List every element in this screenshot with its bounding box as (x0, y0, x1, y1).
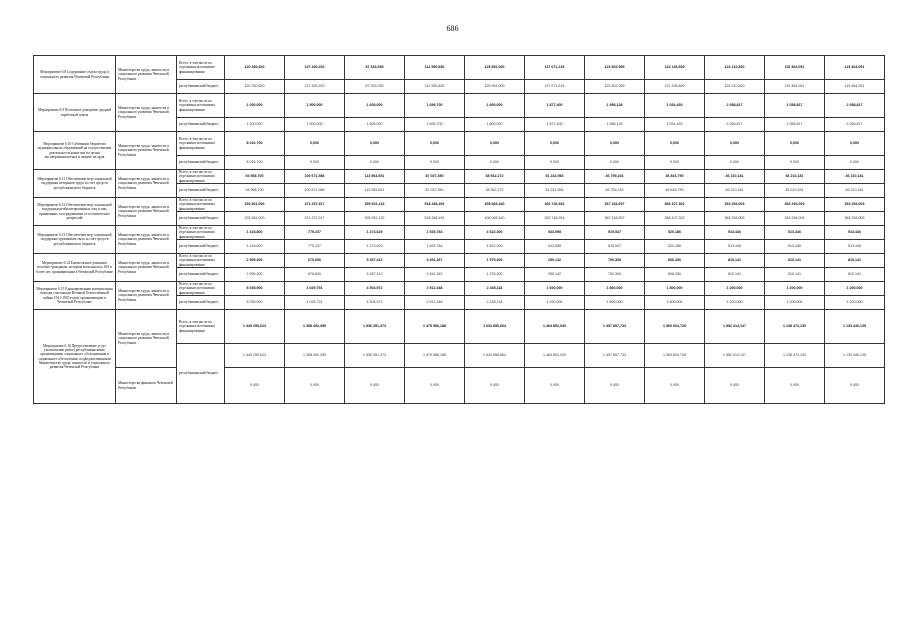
value-cell: 1 200,000 (225, 118, 285, 132)
value-cell: 38 942,272 (465, 170, 525, 184)
funding-source-label: Всего, в том числе по отдельным источникам финансирования (177, 310, 225, 344)
value-cell: 137 430,202 (285, 56, 345, 80)
value-cell: 368 107,302 (645, 212, 705, 226)
value-cell: 0,000 (285, 156, 345, 170)
value-cell: 806,280 (645, 254, 705, 268)
value-cell: 408 063,440 (465, 212, 525, 226)
value-cell: 363 294,003 (765, 212, 825, 226)
activity-total-row (34, 94, 885, 118)
value-cell: 367 154,697 (585, 212, 645, 226)
value-cell: 4 622,300 (465, 240, 525, 254)
value-cell: 2 058,817 (825, 94, 885, 118)
value-cell: 810,141 (705, 268, 765, 282)
value-cell: 3 451,367 (405, 254, 465, 268)
activity-total-row (34, 254, 885, 268)
executor-name: Министерство труда, занятости и социального развития Чеченской Республики (116, 170, 177, 198)
value-cell: 115 464,051 (825, 56, 885, 80)
value-cell: 1 133 446,135 (825, 310, 885, 344)
value-cell: 1 975,300 (465, 268, 525, 282)
value-cell: 120 330,620 (225, 56, 285, 80)
value-cell: 1 634 856,664 (465, 344, 525, 368)
value-cell: 0,000 (225, 368, 285, 404)
value-cell: 1 200,000 (705, 296, 765, 310)
value-cell: 113 963,691 (345, 184, 405, 198)
funding-source-label: Всего, в том числе по отдельным источникам финансирования (177, 94, 225, 118)
funding-source-label: Всего, в том числе по отдельным источникам финансирования (177, 254, 225, 268)
executor-name: Министерство труда, занятости и социального развития Чеченской Республики (116, 226, 177, 254)
value-cell: 1 500,000 (285, 118, 345, 132)
value-cell: 0,000 (465, 132, 525, 156)
value-cell: 2 034,453 (645, 94, 705, 118)
funding-source-label: республиканский бюджет (177, 268, 225, 282)
value-cell: 8 016,700 (225, 132, 285, 156)
value-cell: 120 330,620 (225, 80, 285, 94)
value-cell: 0,000 (705, 132, 765, 156)
value-cell: 363 294,003 (705, 212, 765, 226)
value-cell: 2 435,118 (465, 296, 525, 310)
value-cell: 0,000 (645, 368, 705, 404)
value-cell: 0,000 (525, 132, 585, 156)
value-cell: 1 497 897,733 (585, 344, 645, 368)
value-cell: 1 699,700 (405, 94, 465, 118)
value-cell: 87 037,350 (405, 184, 465, 198)
value-cell: 810,141 (825, 254, 885, 268)
value-cell: 374 237,917 (285, 198, 345, 212)
value-cell: 0,000 (765, 368, 825, 404)
activity-budget-row (34, 368, 885, 404)
value-cell: 374 237,917 (285, 212, 345, 226)
value-cell: 1 699,700 (405, 118, 465, 132)
activity-name: Мероприятие 6.11 Обеспечение мер социальной поддержки ветеранов труда за счет средств республиканского бюджета (34, 170, 116, 198)
activity-total-row (34, 132, 885, 156)
activity-total-row (34, 310, 885, 344)
value-cell: 368 107,302 (645, 198, 705, 212)
value-cell: 1 605,000 (345, 118, 405, 132)
value-cell: 1 475 586,188 (405, 344, 465, 368)
value-cell: 293 361,000 (225, 198, 285, 212)
value-cell: 0,000 (825, 132, 885, 156)
value-cell: 1 200,000 (825, 296, 885, 310)
value-cell: 293 361,000 (225, 212, 285, 226)
value-cell: 46 210,181 (705, 184, 765, 198)
value-cell: 1 497 897,733 (585, 310, 645, 344)
value-cell: 87 037,350 (405, 170, 465, 184)
value-cell: 790,305 (585, 268, 645, 282)
value-cell: 0,000 (705, 156, 765, 170)
funding-source-label: республиканский бюджет (177, 118, 225, 132)
value-cell: 408 063,440 (465, 198, 525, 212)
value-cell: 51 242,954 (525, 170, 585, 184)
value-cell: 2 058,817 (765, 118, 825, 132)
value-cell: 810,141 (765, 268, 825, 282)
value-cell: 1 552 414,147 (705, 310, 765, 344)
budget-table (33, 55, 885, 404)
value-cell: 100 671,986 (285, 170, 345, 184)
value-cell: 122 136,609 (645, 80, 705, 94)
value-cell: 0,000 (285, 132, 345, 156)
value-cell: 676,690 (285, 268, 345, 282)
executor-name: Министерство труда, занятости и социального развития Чеченской Республики (116, 132, 177, 170)
funding-source-label: Всего, в том числе по отдельным источникам финансирования (177, 198, 225, 212)
value-cell: 0,000 (465, 156, 525, 170)
value-cell: 1 877,400 (525, 94, 585, 118)
executor-name: Министерство труда, занятости и социального развития Чеченской Республики (116, 282, 177, 310)
activity-total-row (34, 170, 885, 184)
value-cell: 46 210,181 (825, 170, 885, 184)
value-cell: 113 963,691 (345, 170, 405, 184)
value-cell: 392 746,931 (525, 212, 585, 226)
value-cell: 395 931,132 (345, 198, 405, 212)
value-cell: 0,000 (285, 368, 345, 404)
value-cell: 115 464,051 (765, 80, 825, 94)
value-cell: 8 035,900 (225, 296, 285, 310)
value-cell: 1 398 492,399 (285, 310, 345, 344)
value-cell: 513,446 (765, 240, 825, 254)
value-cell: 5 287,412 (345, 254, 405, 268)
value-cell: 46 759,216 (585, 184, 645, 198)
value-cell: 2 995,300 (225, 254, 285, 268)
value-cell: 2 058,817 (705, 118, 765, 132)
value-cell: 810,141 (705, 254, 765, 268)
value-cell: 513,446 (825, 226, 885, 240)
value-cell: 775,237 (285, 226, 345, 240)
value-cell: 0,000 (825, 368, 885, 404)
value-cell: 775,237 (285, 240, 345, 254)
value-cell: 1 920,000 (525, 282, 585, 296)
value-cell: 0,000 (765, 156, 825, 170)
value-cell: 363 294,003 (825, 198, 885, 212)
value-cell: 3 451,367 (405, 268, 465, 282)
value-cell: 1 560 604,726 (645, 310, 705, 344)
value-cell: 395 931,132 (345, 212, 405, 226)
value-cell: 94 968,700 (225, 184, 285, 198)
value-cell: 0,000 (705, 368, 765, 404)
value-cell: 1 975,300 (465, 254, 525, 268)
value-cell: 2 995,300 (225, 268, 285, 282)
value-cell: 1 464 852,030 (525, 310, 585, 344)
value-cell: 4 029,791 (285, 296, 345, 310)
activity-name: Мероприятие 6.12 Обеспечение мер социальной поддержки реабилитированных лиц и лиц, признанных пострадавшими от политических репрессий (34, 198, 116, 226)
value-cell: 543,598 (525, 226, 585, 240)
value-cell: 0,000 (765, 132, 825, 156)
value-cell: 87 333,035 (345, 80, 405, 94)
funding-source-label: Всего, в том числе по отдельным источникам финансирования (177, 226, 225, 240)
value-cell: 8 016,700 (225, 156, 285, 170)
activity-name: Мероприятие 6.14 Ежемесячное денежное пособие гражданам, которым исполнилось 100 и более лет, проживающим в Чеченской Республике (34, 254, 116, 282)
executor-name: Министерство труда, занятости и социального развития Чеченской Республики (116, 254, 177, 282)
value-cell: 46 210,181 (825, 184, 885, 198)
funding-source-label: республиканский бюджет (177, 80, 225, 94)
value-cell: 4 622,300 (465, 226, 525, 240)
activity-total-row (34, 282, 885, 296)
value-cell: 1 958,128 (585, 94, 645, 118)
value-cell: 1 958,128 (585, 118, 645, 132)
activity-name: Мероприятие 6.16 Предоставление услуг (выполнение работ) республиканскими организациями социального обслуживания и социального обеспечения, подведомственными Министерству труда, занятости и социального развития Чеченской Республики (34, 310, 116, 404)
value-cell: 250,142 (525, 254, 585, 268)
value-cell: 1 800,000 (465, 118, 525, 132)
value-cell: 519,547 (585, 240, 645, 254)
value-cell: 4 504,972 (345, 282, 405, 296)
value-cell: 1 418,800 (225, 226, 285, 240)
value-cell: 1 536 351,373 (345, 344, 405, 368)
value-cell: 0,000 (465, 368, 525, 404)
value-cell: 0,000 (825, 156, 885, 170)
activity-total-row (34, 198, 885, 212)
value-cell: 100 671,986 (285, 184, 345, 198)
activity-name: Мероприятие 6.9 Поэтапное доведение средней заработной платы (34, 94, 116, 132)
value-cell: 115 464,051 (825, 80, 885, 94)
value-cell: 810,141 (825, 268, 885, 282)
value-cell: 94 968,700 (225, 170, 285, 184)
value-cell: 1 449 299,623 (225, 310, 285, 344)
value-cell: 8 035,900 (225, 282, 285, 296)
value-cell: 1 200,000 (765, 296, 825, 310)
funding-source-label: республиканский бюджет (177, 240, 225, 254)
value-cell: 123 502,999 (585, 80, 645, 94)
value-cell: 46 816,790 (645, 184, 705, 198)
activity-total-row (34, 226, 885, 240)
value-cell: 1 138 473,130 (765, 310, 825, 344)
value-cell: 1 920,000 (525, 296, 585, 310)
value-cell: 513,446 (705, 240, 765, 254)
funding-source-label: Всего, в том числе по отдельным источникам финансирования (177, 132, 225, 156)
value-cell: 0,000 (405, 156, 465, 170)
value-cell: 122 136,609 (645, 56, 705, 80)
value-cell: 1 525,784 (405, 240, 465, 254)
value-cell: 518 284,491 (405, 198, 465, 212)
value-cell: 363 294,003 (765, 198, 825, 212)
value-cell: 0,000 (345, 156, 405, 170)
value-cell: 117 071,215 (525, 80, 585, 94)
value-cell: 1 800,000 (465, 94, 525, 118)
value-cell: 1 200,000 (225, 94, 285, 118)
value-cell: 46 210,181 (765, 184, 825, 198)
value-cell: 250,142 (525, 268, 585, 282)
executor-name: Министерство труда, занятости и социального развития Чеченской Республики (116, 94, 177, 132)
page-number: 686 (446, 24, 459, 33)
value-cell: 2 058,817 (765, 94, 825, 118)
value-cell: 1 800,000 (645, 296, 705, 310)
value-cell: 46 210,181 (705, 170, 765, 184)
value-cell: 519,547 (585, 226, 645, 240)
value-cell: 123 502,999 (585, 56, 645, 80)
value-cell: 115 464,051 (765, 56, 825, 80)
value-cell: 1 800,000 (585, 296, 645, 310)
value-cell: 1 800,000 (645, 282, 705, 296)
value-cell: 124 210,820 (705, 56, 765, 80)
value-cell: 1 877,400 (525, 118, 585, 132)
activity-name: Мероприятие 6.10 Субвенции бюджетам муниципальных образований на осуществление деятельности комиссии по делам несовершеннолетних и защите их прав (34, 132, 116, 170)
value-cell: 0,000 (585, 156, 645, 170)
value-cell: 124 210,820 (705, 80, 765, 94)
executor-name: Министерство труда, занятости и социального развития Чеченской Республики (116, 56, 177, 94)
value-cell: 1 464 852,030 (525, 344, 585, 368)
value-cell: 363 294,003 (825, 212, 885, 226)
value-cell: 38 942,272 (465, 184, 525, 198)
value-cell: 0,000 (405, 132, 465, 156)
value-cell: 137 430,202 (285, 80, 345, 94)
value-cell: 1 500,000 (285, 94, 345, 118)
value-cell: 87 333,035 (345, 56, 405, 80)
value-cell: 0,000 (345, 368, 405, 404)
value-cell: 513,446 (765, 226, 825, 240)
value-cell: 0,000 (585, 368, 645, 404)
value-cell: 2 058,817 (825, 118, 885, 132)
value-cell: 46 210,181 (765, 170, 825, 184)
value-cell: 2 034,453 (645, 118, 705, 132)
value-cell: 117 071,215 (525, 56, 585, 80)
value-cell: 520,186 (645, 240, 705, 254)
value-cell: 513,446 (825, 240, 885, 254)
activity-name: Мероприятие 6.13 Обеспечение мер социальной поддержки тружеников тыла за счет средств республиканского бюджета (34, 226, 116, 254)
value-cell: 367 154,697 (585, 198, 645, 212)
funding-source-label: Всего, в том числе по отдельным источникам финансирования (177, 56, 225, 80)
value-cell: 4 029,791 (285, 282, 345, 296)
value-cell: 1 133 446,135 (825, 344, 885, 368)
value-cell: 1 200,000 (825, 282, 885, 296)
value-cell: 1 475 586,188 (405, 310, 465, 344)
funding-source-label: республиканский бюджет (177, 156, 225, 170)
value-cell: 520,186 (645, 226, 705, 240)
value-cell: 125 591,000 (465, 56, 525, 80)
value-cell: 1 200,000 (705, 282, 765, 296)
value-cell: 676,690 (285, 254, 345, 268)
funding-source-label: Всего, в том числе по отдельным источникам финансирования (177, 170, 225, 184)
value-cell: 1 418,800 (225, 240, 285, 254)
value-cell: 1 200,000 (765, 282, 825, 296)
executor-name: Министерство финансов Чеченской Республики (116, 368, 177, 404)
executor-name: Министерство труда, занятости и социального развития Чеченской Республики (116, 198, 177, 226)
value-cell: 1 138 473,130 (765, 344, 825, 368)
value-cell: 543,598 (525, 240, 585, 254)
funding-source-label: республиканский бюджет (177, 184, 225, 198)
value-cell: 1 525,784 (405, 226, 465, 240)
value-cell: 5 287,412 (345, 268, 405, 282)
value-cell: 46 759,216 (585, 170, 645, 184)
value-cell: 2 912,348 (405, 296, 465, 310)
activity-total-row (34, 56, 885, 80)
value-cell: 0,000 (405, 368, 465, 404)
value-cell: 1 605,000 (345, 94, 405, 118)
executor-name: Министерство труда, занятости и социального развития Чеченской Республики (116, 310, 177, 368)
value-cell: 1 398 492,399 (285, 344, 345, 368)
value-cell: 0,000 (345, 132, 405, 156)
value-cell: 392 746,931 (525, 198, 585, 212)
value-cell: 0,000 (645, 156, 705, 170)
value-cell: 46 816,790 (645, 170, 705, 184)
funding-source-label: республиканский бюджет (177, 212, 225, 226)
value-cell: 1 800,000 (585, 282, 645, 296)
funding-source-label: республиканский бюджет (177, 296, 225, 310)
value-cell: 0,000 (525, 368, 585, 404)
value-cell: 1 634 856,664 (465, 310, 525, 344)
value-cell: 1 273,629 (345, 226, 405, 240)
value-cell: 0,000 (645, 132, 705, 156)
funding-source-label: Всего, в том числе по отдельным источникам финансирования (177, 282, 225, 296)
value-cell: 1 273,629 (345, 240, 405, 254)
value-cell: 810,141 (765, 254, 825, 268)
value-cell: 4 504,972 (345, 296, 405, 310)
value-cell: 0,000 (585, 132, 645, 156)
value-cell: 125 591,000 (465, 80, 525, 94)
value-cell: 112 950,830 (405, 80, 465, 94)
value-cell: 1 560 604,726 (645, 344, 705, 368)
value-cell: 806,280 (645, 268, 705, 282)
value-cell: 2 435,118 (465, 282, 525, 296)
value-cell: 0,000 (525, 156, 585, 170)
value-cell: 1 449 299,623 (225, 344, 285, 368)
value-cell: 1 552 414,147 (705, 344, 765, 368)
activity-name: Мероприятие 6.15 Единовременная материальная помощь участникам Великой Отечественной войны 1941-1945 годов, проживающим в Чеченской Республике (34, 282, 116, 310)
value-cell: 51 242,954 (525, 184, 585, 198)
value-cell: 2 912,348 (405, 282, 465, 296)
value-cell: 518 284,491 (405, 212, 465, 226)
activity-name: Мероприятие 6.8 Содержание отдела труда и социального развития Чеченской Республики (34, 56, 116, 94)
value-cell: 790,305 (585, 254, 645, 268)
value-cell: 2 058,817 (705, 94, 765, 118)
value-cell: 363 294,003 (705, 198, 765, 212)
value-cell: 112 950,830 (405, 56, 465, 80)
value-cell: 513,446 (705, 226, 765, 240)
value-cell: 1 536 351,373 (345, 310, 405, 344)
funding-source-label: республиканский бюджет (177, 344, 225, 404)
